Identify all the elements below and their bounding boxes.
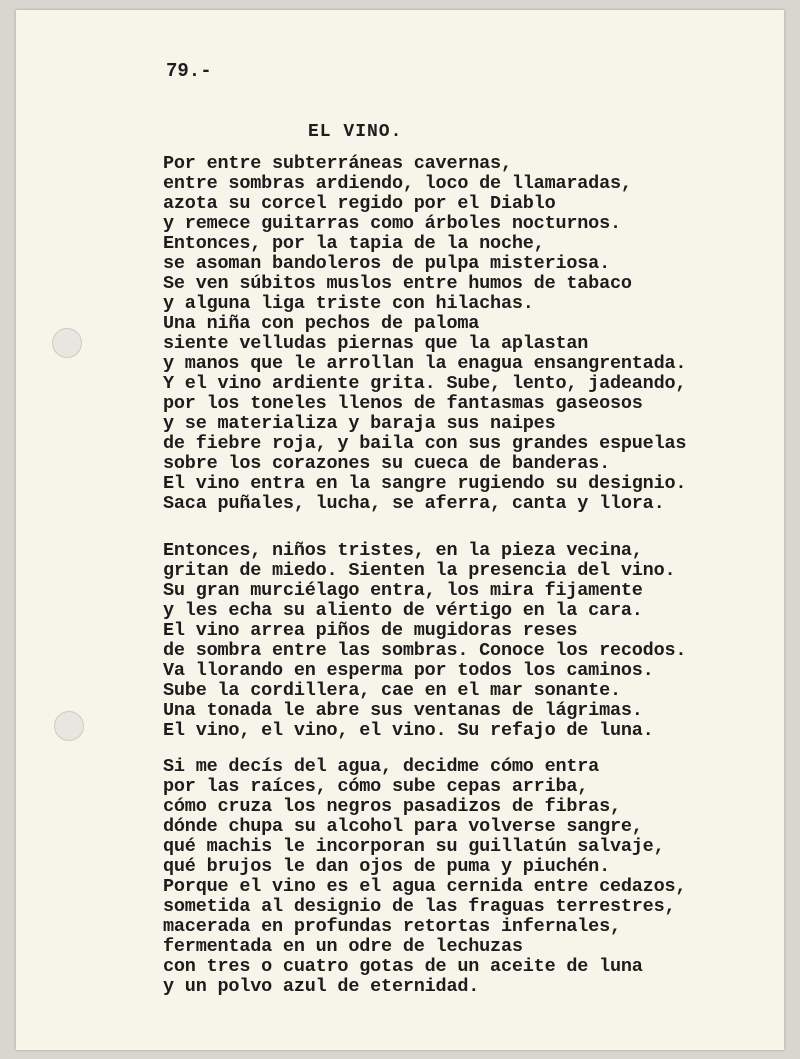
verse-line: qué brujos le dan ojos de puma y piuchén. — [163, 856, 610, 877]
verse-line: fermentada en un odre de lechuzas — [163, 936, 523, 957]
binder-hole-top — [52, 328, 82, 358]
verse-line: por los toneles llenos de fantasmas gaseosos — [163, 393, 643, 414]
verse-line: Entonces, por la tapia de la noche, — [163, 233, 545, 254]
verse-line: cómo cruza los negros pasadizos de fibras, — [163, 796, 621, 817]
verse-line: entre sombras ardiendo, loco de llamaradas, — [163, 173, 632, 194]
verse-line: qué machis le incorporan su guillatún salvaje, — [163, 836, 665, 857]
verse-line: El vino entra en la sangre rugiendo su designio. — [163, 473, 687, 494]
verse-line: Una tonada le abre sus ventanas de lágrimas. — [163, 700, 643, 721]
stanza-2 — [163, 541, 686, 741]
verse-line: dónde chupa su alcohol para volverse sangre, — [163, 816, 643, 837]
verse-line: y remece guitarras como árboles nocturnos. — [163, 213, 621, 234]
verse-line: sobre los corazones su cueca de banderas. — [163, 453, 610, 474]
verse-line: de sombra entre las sombras. Conoce los recodos. — [163, 640, 687, 661]
verse-line: se asoman bandoleros de pulpa misteriosa. — [163, 253, 610, 274]
verse-line: Su gran murciélago entra, los mira fijamente — [163, 580, 643, 601]
verse-line: El vino, el vino, el vino. Su refajo de luna. — [163, 720, 654, 741]
verse-line: y les echa su aliento de vértigo en la cara. — [163, 600, 643, 621]
verse-line: de fiebre roja, y baila con sus grandes espuelas — [163, 433, 687, 454]
verse-line: y alguna liga triste con hilachas. — [163, 293, 534, 314]
verse-line: azota su corcel regido por el Diablo — [163, 193, 556, 214]
binder-hole-bottom — [54, 711, 84, 741]
typewritten-page — [16, 10, 784, 1050]
verse-line: Una niña con pechos de paloma — [163, 313, 480, 334]
verse-line: y manos que le arrollan la enagua ensangrentada. — [163, 353, 687, 374]
verse-line: El vino arrea piños de mugidoras reses — [163, 620, 578, 641]
verse-line: macerada en profundas retortas infernales, — [163, 916, 621, 937]
verse-line: Saca puñales, lucha, se aferra, canta y llora. — [163, 493, 665, 514]
verse-line: y se materializa y baraja sus naipes — [163, 413, 556, 434]
verse-line: Y el vino ardiente grita. Sube, lento, jadeando, — [163, 373, 687, 394]
stanza-1 — [163, 154, 686, 514]
verse-line: Se ven súbitos muslos entre humos de tabaco — [163, 273, 632, 294]
verse-line: Entonces, niños tristes, en la pieza vecina, — [163, 540, 643, 561]
verse-line: sometida al designio de las fraguas terrestres, — [163, 896, 676, 917]
verse-line: Sube la cordillera, cae en el mar sonante. — [163, 680, 621, 701]
verse-line: Va llorando en esperma por todos los caminos. — [163, 660, 654, 681]
page-number: 79.- — [166, 60, 212, 82]
verse-line: Por entre subterráneas cavernas, — [163, 153, 512, 174]
verse-line: Porque el vino es el agua cernida entre cedazos, — [163, 876, 687, 897]
verse-line: y un polvo azul de eternidad. — [163, 976, 480, 997]
poem-title: EL VINO. — [308, 122, 403, 142]
stanza-3 — [163, 757, 686, 997]
verse-line: Si me decís del agua, decidme cómo entra — [163, 756, 600, 777]
verse-line: por las raíces, cómo sube cepas arriba, — [163, 776, 589, 797]
verse-line: gritan de miedo. Sienten la presencia del vino. — [163, 560, 676, 581]
verse-line: siente velludas piernas que la aplastan — [163, 333, 589, 354]
verse-line: con tres o cuatro gotas de un aceite de luna — [163, 956, 643, 977]
